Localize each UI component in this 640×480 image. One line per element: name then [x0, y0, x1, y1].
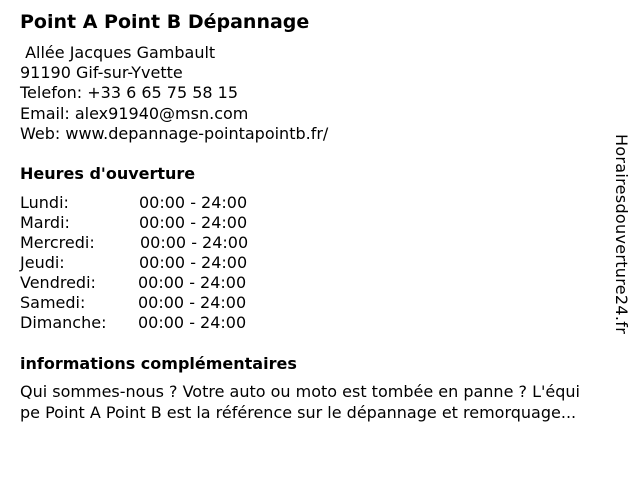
- day-label: Dimanche:: [20, 313, 107, 332]
- business-name: Point A Point B Dépannage: [20, 11, 310, 33]
- email-line: Email: alex91940@msn.com: [20, 103, 249, 123]
- time-range: 00:00 - 24:00: [138, 293, 247, 312]
- info-description: [20, 382, 632, 423]
- info-line-1: Qui sommes-nous ? Votre auto ou moto est tombée en panne ? L'équi: [20, 382, 580, 401]
- time-range: 00:00 - 24:00: [138, 273, 247, 292]
- day-label: Mercredi:: [20, 233, 95, 252]
- day-label: Mardi:: [20, 213, 70, 232]
- time-range: 00:00 - 24:00: [139, 193, 248, 212]
- address-city: 91190 Gif-sur-Yvette: [20, 63, 183, 83]
- time-range: 00:00 - 24:00: [139, 213, 248, 232]
- day-label: Samedi:: [20, 293, 86, 312]
- info-line-2: pe Point A Point B est la référence sur le dépannage et remorquage...: [20, 402, 577, 422]
- phone-line: Telefon: +33 6 65 75 58 15: [20, 83, 239, 103]
- site-watermark: Horairesdouverture24.fr: [612, 134, 631, 335]
- time-range: 00:00 - 24:00: [139, 253, 248, 272]
- day-label: Lundi:: [20, 193, 69, 212]
- contact-block: [20, 43, 328, 144]
- day-label: Vendredi:: [20, 273, 96, 292]
- time-range: 00:00 - 24:00: [140, 233, 249, 252]
- web-line: Web: www.depannage-pointapointb.fr/: [20, 123, 329, 143]
- address-street: Allée Jacques Gambault: [20, 43, 216, 62]
- time-range: 00:00 - 24:00: [138, 313, 247, 332]
- hours-heading: Heures d'ouverture: [20, 164, 196, 183]
- day-label: Jeudi:: [20, 253, 65, 272]
- info-heading: informations complémentaires: [20, 354, 297, 373]
